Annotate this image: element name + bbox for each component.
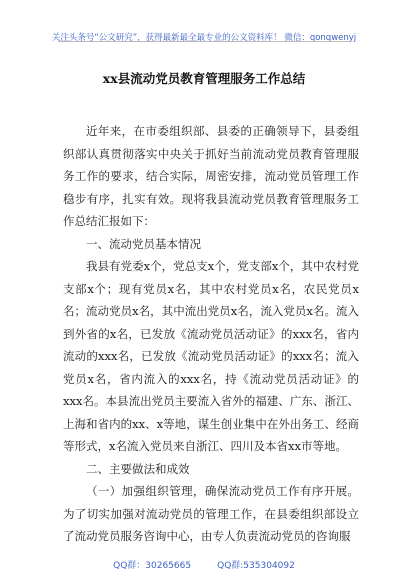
section-1-paragraph: 我县有党委x个，党总支x个，党支部x个，其中农村党支部x个；现有党员x名，其中农村党员x名，农民党员x名；流动党员x名，其中流出党员x名，流入党员x名。流入到外省的x名，已发放《流动党员活动证》的xxx名，省内流动的xxx名，已发放《流动党员活动证》的xxx名；流入党员x名，省内流入的xxx名，持《流动党员活动证》的xxx名。本县流出党员主要流入省外的福建、广东、浙江、上海和省内的xx、x等地，谋生创业集中在外出务工、经商等形式，x名流入党员来自浙江、四川及本省xx市等地。 <box>63 259 359 453</box>
document-body <box>63 120 359 548</box>
section-heading-1: 一、流动党员基本情况 <box>86 236 201 251</box>
top-banner <box>0 0 408 43</box>
document-title: xx县流动党员教育管理服务工作总结 <box>102 71 306 86</box>
banner-text: 关注头条号“公文研究”，获得最新最全最专业的公文资料库！ 微信：gongwenyj <box>51 33 357 43</box>
section-heading-2: 二、主要做法和成效 <box>86 461 190 476</box>
subsection-1-paragraph: （一）加强组织管理，确保流动党员工作有序开展。为了切实加强对流动党员的管理工作，在县委组织部设立了流动党员服务咨询中心，由专人负责流动党员的咨询服 <box>63 484 359 543</box>
footer-contact <box>0 558 408 571</box>
footer-qq-group-1: QQ群：30265665 <box>113 561 192 571</box>
intro-paragraph: 近年来，在市委组织部、县委的正确领导下，县委组织部认真贯彻落实中央关于抓好当前流动党员教育管理服务工作的要求，结合实际，周密安排，流动党员管理工作稳步有序，扎实有效。现将我县流动党员教育管理服务工作总结汇报如下： <box>63 124 359 228</box>
footer-qq-group-2: QQ群:535304092 <box>217 561 295 571</box>
header-divider <box>58 41 350 42</box>
